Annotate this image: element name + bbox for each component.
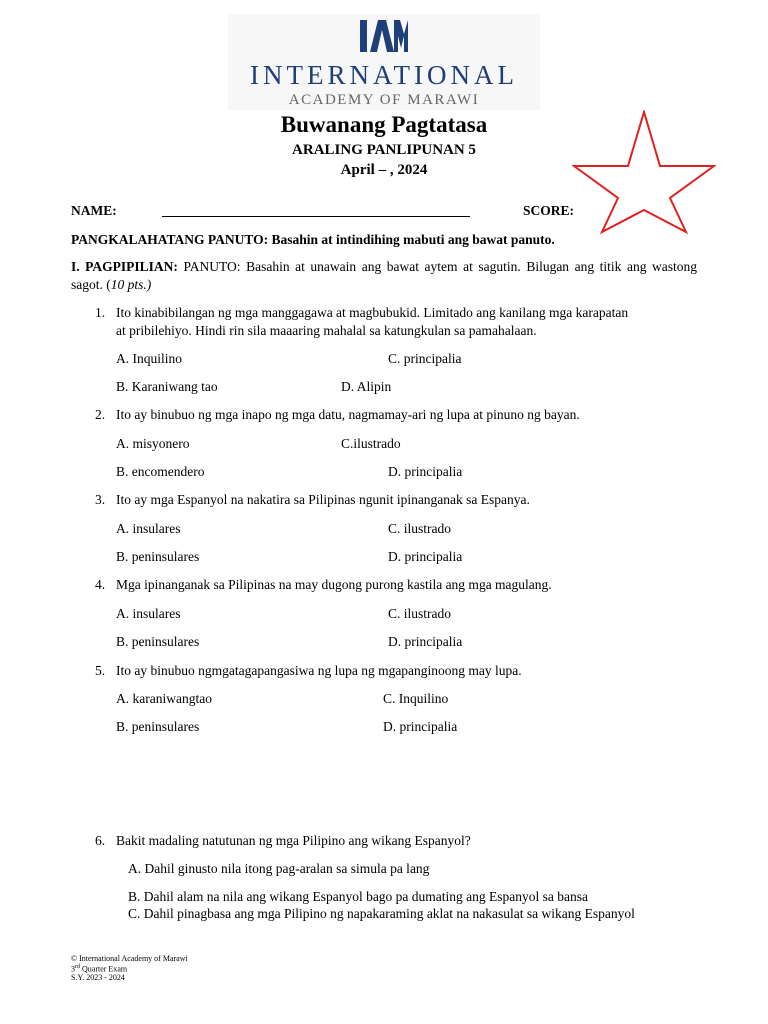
choice-b[interactable]: B. peninsulares (116, 549, 200, 564)
choice-d[interactable]: D. principalia (388, 634, 463, 649)
question-text: Bakit madaling natutunan ng mga Pilipino ang wikang Espanyol? (116, 833, 471, 848)
choice-a[interactable]: A. Inquilino (116, 351, 182, 366)
question-text-line: at pribilehiyo. Hindi rin sila maaaring mahalal sa katungkulan sa pamahalaan. (116, 323, 537, 338)
choice-c[interactable]: C. ilustrado (388, 606, 451, 621)
general-instructions-text: Basahin at intindihing mabuti ang bawat panuto. (271, 232, 555, 247)
question-text: Mga ipinanganak sa Pilipinas na may dugong purong kastila ang mga magulang. (116, 577, 552, 592)
score-label: SCORE: (523, 203, 575, 218)
choice-d[interactable]: D. principalia (388, 549, 463, 564)
choice-c[interactable]: C.ilustrado (341, 436, 401, 451)
question-number: 1. (95, 305, 106, 320)
footer-exam-number: 3 (71, 964, 75, 974)
question-number: 6. (95, 833, 106, 848)
choice-c[interactable]: C. principalia (388, 351, 462, 366)
subject-title: ARALING PANLIPUNAN 5 (292, 142, 476, 158)
choice-c[interactable]: C. Inquilino (383, 691, 449, 706)
choice-a[interactable]: A. karaniwangtao (116, 691, 212, 706)
question-text: Ito ay mga Espanyol na nakatira sa Pilipinas ngunit ipinanganak sa Espanya. (116, 492, 530, 507)
choice-b[interactable]: B. peninsulares (116, 634, 200, 649)
question-number: 5. (95, 663, 106, 678)
star-icon (572, 110, 716, 234)
section-instructions (71, 258, 697, 294)
general-instructions-label: PANGKALAHATANG PANUTO: (71, 232, 269, 247)
question-text-line: Ito kinabibilangan ng mga manggagawa at magbubukid. Limitado ang kanilang mga karapatan (116, 305, 629, 320)
question-text: Ito ay binubuo ngmgatagapangasiwa ng lupa ng mgapanginoong may lupa. (116, 663, 522, 678)
question-number: 4. (95, 577, 106, 592)
general-instructions (71, 232, 555, 248)
footer-school-year: S.Y. 2023 - 2024 (71, 973, 125, 982)
choice-d[interactable]: D. Alipin (341, 379, 392, 394)
choice-c[interactable]: C. ilustrado (388, 521, 451, 536)
page-title: Buwanang Pagtatasa (280, 112, 488, 137)
choice-a[interactable]: A. misyonero (116, 436, 190, 451)
question-text (116, 304, 716, 340)
choice-b[interactable]: B. encomendero (116, 464, 205, 479)
school-logo-icon (358, 16, 410, 56)
choice-d[interactable]: D. principalia (383, 719, 458, 734)
choice-b[interactable]: B. Karaniwang tao (116, 379, 218, 394)
exam-date: April – , 2024 (340, 162, 428, 178)
choice-b[interactable]: B. Dahil alam na nila ang wikang Espanyol bago pa dumating ang Espanyol sa bansa (128, 889, 589, 904)
question-text: Ito ay binubuo ng mga inapo ng mga datu, nagmamay-ari ng lupa at pinuno ng bayan. (116, 407, 580, 422)
logo-school-name: INTERNATIONAL (250, 60, 518, 90)
choice-a[interactable]: A. insulares (116, 521, 181, 536)
choice-a[interactable]: A. insulares (116, 606, 181, 621)
question-number: 2. (95, 407, 106, 422)
footer-copyright: © International Academy of Marawi (71, 954, 188, 963)
footer-exam-ordinal: rd (75, 964, 80, 970)
name-field[interactable] (162, 216, 470, 217)
section-instructions-text: Basahin at unawain ang bawat aytem at sagutin. Bilugan ang titik ang wastong sagot. ( (71, 259, 698, 292)
choice-b[interactable]: B. peninsulares (116, 719, 200, 734)
logo-school-subname: ACADEMY OF MARAWI (288, 92, 480, 108)
choice-a[interactable]: A. Dahil ginusto nila itong pag-aralan sa simula pa lang (128, 861, 430, 876)
choice-c[interactable]: C. Dahil pinagbasa ang mga Pilipino ng napakaraming aklat na nakasulat sa wikang Espanyol (128, 906, 635, 921)
section-label: I. PAGPIPILIAN: (71, 259, 178, 274)
panuto-label: PANUTO: (183, 259, 241, 274)
footer-exam-text: Quarter Exam (80, 964, 128, 974)
choice-d[interactable]: D. principalia (388, 464, 463, 479)
name-label: NAME: (71, 203, 117, 218)
question-number: 3. (95, 492, 106, 507)
points-label: 10 pts.) (110, 277, 152, 292)
